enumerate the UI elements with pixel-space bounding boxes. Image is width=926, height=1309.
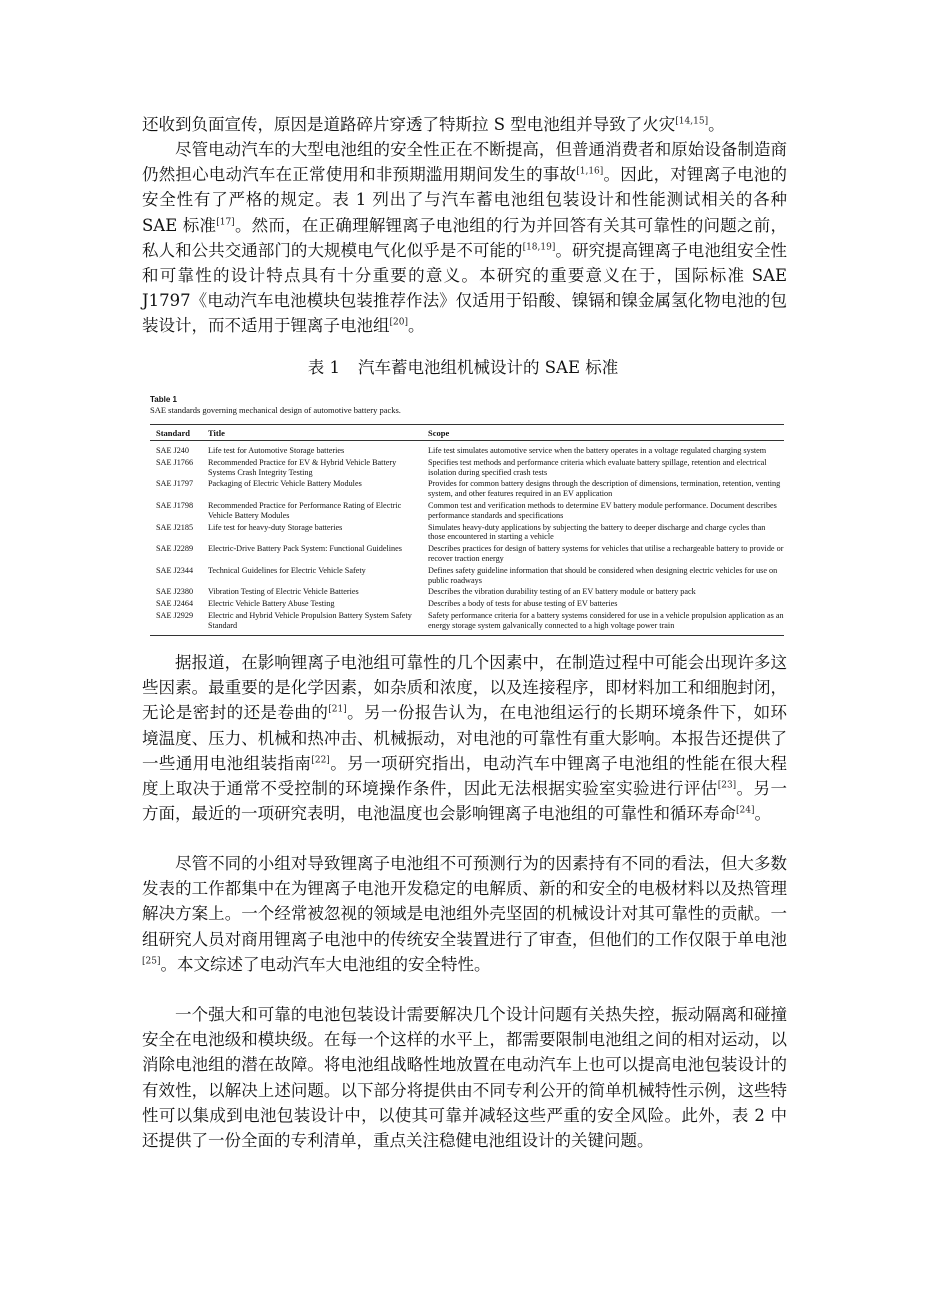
citation: [1,16] bbox=[576, 166, 604, 177]
citation: [22] bbox=[311, 755, 330, 766]
table-figure bbox=[150, 395, 784, 636]
table-row: SAE J1798 Recommended Practice for Performance Rating of Electric Vehicle Battery Modules Common test and verification methods to determine EV battery module performance. Document describes performance standards and specifications bbox=[156, 500, 777, 520]
table-row: SAE J1766 Recommended Practice for EV & Hybrid Vehicle Battery Systems Crash Integrity Testing Specifies test methods and performance criteria which evaluate battery spillage, retention and electrical isolation during specified crash tests bbox=[156, 457, 767, 477]
citation: [21] bbox=[328, 704, 347, 715]
table-label: Table 1 bbox=[150, 395, 177, 404]
table-row: SAE J2289 Electric-Drive Battery Pack System: Functional Guidelines Describes practices for design of battery systems for vehicles that utilise a rechargeable battery to provide or recover traction energy bbox=[156, 544, 784, 563]
citation: [20] bbox=[389, 317, 408, 328]
citation: [18,19] bbox=[522, 242, 556, 253]
header-title: Title bbox=[208, 425, 428, 441]
citation: [23] bbox=[717, 780, 737, 791]
table-row: SAE J2380 Vibration Testing of Electric Vehicle Batteries Describes the vibration durability testing of an EV battery module or battery pack bbox=[156, 587, 696, 597]
table-row: SAE J2185 Life test for heavy-duty Storage batteries Simulates heavy-duty applications by subjecting the battery to deeper discharge and charge cycles than those encountered in starting a vehicle bbox=[156, 522, 766, 542]
paragraph-3: 据报道，在影响锂离子电池组可靠性的几个因素中，在制造过程中可能会出现许多这些因素。最重要的是化学因素，如杂质和浓度，以及连接程序，即材料加工和细胞封闭，无论是密封的还是卷曲的[21]。另一份报告认为，在电池组运行的长期环境条件下，如环境温度、压力、机械和热冲击、机械振动，对电池的可靠性有重大影响。本报告还提供了一些通用电池组装指南[22]。另一项研究指出，电动汽车中锂离子电池组的性能在很大程度上取决于通常不受控制的环境操作条件，因此无法根据实验室实验进行评估[23]。另一方面，最近的一项研究表明，电池温度也会影响锂离子电池组的可靠性和循环寿命[24]。 bbox=[142, 653, 788, 824]
header-scope: Scope bbox=[428, 425, 784, 441]
table-row: SAE J2344 Technical Guidelines for Electric Vehicle Safety Defines safety guideline information that should be considered when designing electric vehicles for use on public roadways bbox=[156, 565, 778, 585]
sae-standards-table bbox=[150, 424, 784, 636]
table-caption-chinese: 表 1 汽车蓄电池组机械设计的 SAE 标准 bbox=[307, 358, 619, 377]
paragraph-4: 尽管不同的小组对导致锂离子电池组不可预测行为的因素持有不同的看法，但大多数发表的工作都集中在为锂离子电池开发稳定的电解质、新的和安全的电极材料以及热管理解决方案上。一个经常被忽视的领域是电池组外壳坚固的机械设计对其可靠性的贡献。一组研究人员对商用锂离子电池中的传统安全装置进行了审查，但他们的工作仅限于单电池[25]。本文综述了电动汽车大电池组的安全特性。 bbox=[142, 854, 787, 974]
table-row: SAE J240 Life test for Automotive Storage batteries Life test simulates automotive service when the battery operates in a voltage regulated charging system bbox=[156, 446, 767, 455]
table-row: SAE J2464 Electric Vehicle Battery Abuse Testing Describes a body of tests for abuse testing of EV batteries bbox=[156, 599, 618, 609]
paragraph-5: 一个强大和可靠的电池包装设计需要解决几个设计问题有关热失控，振动隔离和碰撞安全在电池级和模块级。在每一个这样的水平上，都需要限制电池组之间的相对运动，以消除电池组的潜在故障。将电池组战略性地放置在电动汽车上也可以提高电池包装设计的有效性，以解决上述问题。以下部分将提供由不同专利公开的简单机械特性示例，这些特性可以集成到电池包装设计中，以使其可靠并减轻这些严重的安全风险。此外，表 2 中还提供了一份全面的专利清单，重点关注稳健电池组设计的关键问题。 bbox=[142, 1005, 787, 1151]
citation: [17] bbox=[216, 217, 235, 228]
table-header-row bbox=[150, 425, 784, 441]
header-standard: Standard bbox=[150, 425, 208, 441]
paragraph-2: 尽管电动汽车的大型电池组的安全性正在不断提高，但普通消费者和原始设备制造商仍然担心电动汽车在正常使用和非预期滥用期间发生的事故[1,16]。因此，对锂离子电池的安全性有了严格的规定。表 1 列出了与汽车蓄电池组包装设计和性能测试相关的各种 SAE 标准[17]。然而，在正确理解锂离子电池组的行为并回答有关其可靠性的问题之前，私人和公共交通部门的大规模电气化似乎是不可能的[18,19]。研究提高锂离子电池组安全性和可靠性的设计特点具有十分重要的意义。本研究的重要意义在于，国际标准 SAE J1797《电动汽车电池模块包装推荐作法》仅适用于铅酸、镍镉和镍金属氢化物电池的包装设计，而不适用于锂离子电池组[20]。 bbox=[142, 140, 788, 336]
table-row: SAE J2929 Electric and Hybrid Vehicle Propulsion Battery System Safety Standard Safety performance criteria for a battery systems considered for use in a vehicle propulsion application as an energy storage system galvanically connected to a high voltage power train bbox=[150, 610, 784, 635]
table-row: SAE J1797 Packaging of Electric Vehicle Battery Modules Provides for common battery designs through the description of dimensions, termination, retention, venting system, and other features required in an EV application bbox=[156, 479, 781, 499]
paragraph-1: 还收到负面宣传，原因是道路碎片穿透了特斯拉 S 型电池组并导致了火灾[14,15]。 bbox=[142, 115, 725, 134]
table-caption: SAE standards governing mechanical design of automotive battery packs. bbox=[150, 405, 401, 415]
citation: [14,15] bbox=[675, 116, 709, 127]
citation: [25] bbox=[142, 956, 161, 967]
citation: [24] bbox=[736, 805, 755, 816]
